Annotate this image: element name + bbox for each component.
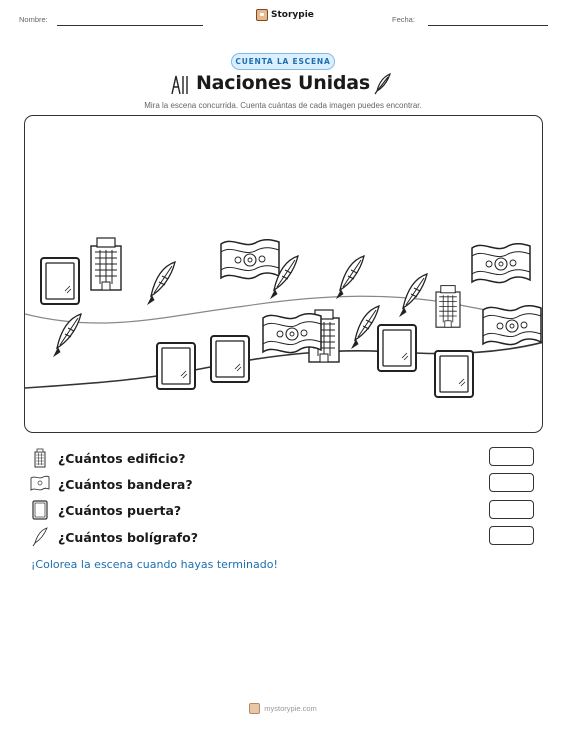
question-row-pen: [30, 526, 198, 548]
footer-url[interactable]: mystorypie.com: [264, 704, 317, 713]
activity-badge: CUENTA LA ESCENA: [231, 53, 335, 70]
answer-box-door[interactable]: [489, 500, 534, 519]
quill-pen-icon: [372, 72, 394, 96]
name-line[interactable]: [57, 25, 203, 26]
question-text: ¿Cuántos puerta?: [58, 502, 182, 518]
question-row-building: [30, 447, 186, 469]
question-row-flag: [30, 473, 193, 495]
scene-illustration: [25, 116, 543, 433]
brand: [256, 9, 314, 21]
pen-icon: [30, 527, 50, 547]
building-icon: [30, 448, 50, 468]
question-text: ¿Cuántos edificio?: [58, 450, 186, 466]
answer-box-pen[interactable]: [489, 526, 534, 545]
question-row-door: [30, 499, 181, 521]
instructions: Mira la escena concurrida. Cuenta cuántas de cada imagen puedes encontrar.: [144, 101, 422, 110]
date-label: Fecha:: [392, 15, 415, 24]
storypie-logo-icon: [256, 9, 268, 21]
footer: [0, 703, 566, 714]
question-text: ¿Cuántos bandera?: [58, 476, 193, 492]
storypie-footer-logo-icon: [249, 703, 260, 714]
answer-box-flag[interactable]: [489, 473, 534, 492]
scene-panel: [24, 115, 543, 433]
page-title: Naciones Unidas: [195, 72, 371, 94]
answer-box-building[interactable]: [489, 447, 534, 466]
brand-name: Storypie: [271, 10, 314, 20]
date-line[interactable]: [428, 25, 548, 26]
question-text: ¿Cuántos bolígrafo?: [58, 529, 198, 545]
door-icon: [30, 500, 50, 520]
color-instruction: ¡Colorea la escena cuando hayas terminado!: [31, 558, 278, 571]
flag-icon: [30, 474, 50, 494]
name-label: Nombre:: [19, 15, 48, 24]
